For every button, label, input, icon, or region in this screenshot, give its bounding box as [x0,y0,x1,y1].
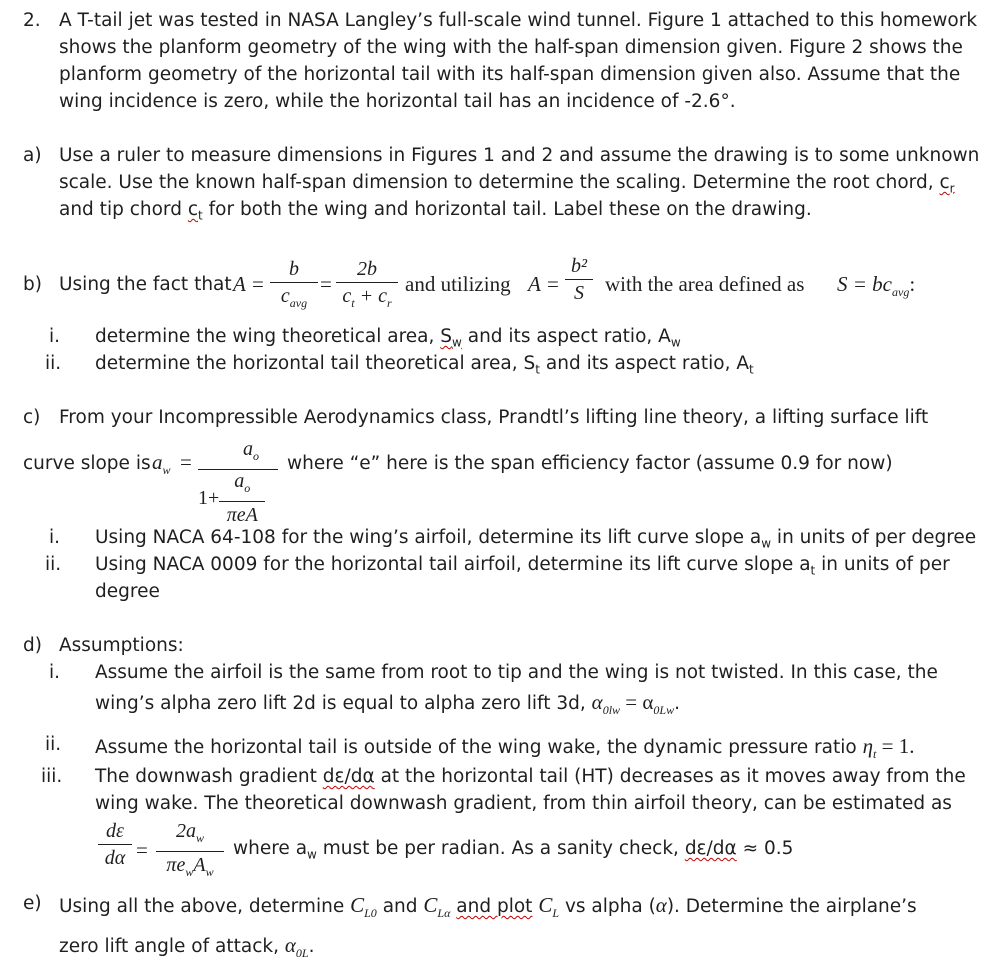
downwash-derivative: dε dα [98,820,132,869]
part-c-item-1-num: i. [49,527,61,548]
fraction-denominator: S [574,282,584,304]
part-b-tail: with the area defined as [605,272,805,296]
part-d-item-2: Assume the horizontal tail is outside of the wing wake, the dynamic pressure ratio $\eta_t = 1$. [95,734,915,762]
part-a-line-3-tail: for both the wing and horizontal tail. Label these on the drawing. [208,199,812,220]
problem-number: 2. [23,10,41,31]
part-d-item-3-line-2: wing wake. The theoretical downwash gradient, from thin airfoil theory, can be estimated as [95,793,952,814]
equals-sign-3: = [547,272,559,296]
part-c-item-2-cont: degree [95,581,160,602]
equals-sign-2: = [320,272,332,296]
alpha-zero-lift-equality: $\alpha_{0lw} = \alpha_{0Lw}$ [591,690,675,718]
inner-fraction: $\frac{a_o}{\text{πeA}}$ [219,470,265,526]
part-c-trail: where “e” here is the span efficiency factor (assume 0.9 for now) [287,453,893,474]
problem-line-2: shows the planform geometry of the wing with the half-span dimension given. Figure 2 shows the [59,37,963,58]
part-e-label: e) [23,893,42,914]
fraction-numerator: b [289,258,299,280]
tip-chord-symbol: $c_t$ [187,199,203,223]
part-d-label: d) [23,635,42,656]
part-d-item-2-num: ii. [45,734,62,755]
part-b-item-1: determine the wing theoretical area, $S_w$ and its aspect ratio, $A_w$ [95,326,681,350]
part-d-item-3-line-1: The downwash gradient dε/dα at the horizontal tail (HT) decreases as it moves away from the [95,766,966,787]
equals-sign-d: = [136,838,148,862]
part-c-item-2: Using NACA 0009 for the horizontal tail airfoil, determine its lift curve slope $a_t$ in units of per [95,554,950,578]
downwash-formula: $2a_w$ $\pi e_wA_w$ [156,820,224,883]
part-a-line-2 [59,172,955,196]
part-e-line-1: Using all the above, determine $C_{L0}$ and $C_{L\alpha}$ and plot $C_L$ vs alpha (α). Determine the airplane’s [59,893,917,921]
fraction-denominator: $c_t + c_r$ [342,285,392,310]
problem-line-3: planform geometry of the horizontal tail with its half-span dimension given also. Assume that the [59,64,961,85]
fraction-denominator: $c_{avg}$ [280,285,308,310]
lift-slope-fraction [198,438,278,526]
part-d-item-1-num: i. [49,662,61,683]
part-c-item-2-num: ii. [45,554,62,575]
one-plus: 1+ [198,486,220,509]
part-e-line-2: zero lift angle of attack, $\alpha_{0L}$. [59,933,315,961]
lift-slope-symbol: $a_w$ [152,450,171,478]
problem-line-1: A T-tail jet was tested in NASA Langley’s full-scale wind tunnel. Figure 1 attached to this homework [59,10,978,31]
part-b-intro: Using the fact that [59,274,232,295]
part-c-line-1: From your Incompressible Aerodynamics class, Prandtl’s lifting line theory, a lifting surface lift [59,407,929,428]
fraction-b-over-cavg [270,258,318,314]
aspect-ratio-symbol: A [233,272,246,296]
part-a-line-1: Use a ruler to measure dimensions in Figures 1 and 2 and assume the drawing is to some unknown [59,145,980,166]
part-a-label: a) [23,145,42,166]
fraction-numerator: b² [571,255,587,277]
part-b-mid: and utilizing [405,272,511,296]
part-c-item-1: Using NACA 64-108 for the wing’s airfoil, determine its lift curve slope $a_w$ in units of per degree [95,527,977,551]
part-b-item-2: determine the horizontal tail theoretical area, $S_t$ and its aspect ratio, $A_t$ [95,353,754,377]
equals-sign-c: = [180,450,192,474]
fraction-numerator: $a_o$ [243,438,259,463]
part-a-line-3-text: and tip chord [59,199,182,220]
aspect-ratio-symbol-2: A [528,272,541,296]
equals-sign: = [252,272,264,296]
problem-line-4: wing incidence is zero, while the horizontal tail has an incidence of -2.6°. [59,91,736,112]
part-c-lead: curve slope is [23,453,151,474]
part-a-line-3 [59,199,812,223]
part-d-item-1-line-2: wing’s alpha zero lift 2d is equal to alpha zero lift 3d, $\alpha_{0lw} = \alpha_{0Lw}$. [95,690,680,718]
root-chord-symbol: $c_r$ [939,172,955,196]
part-b-label: b) [23,274,42,295]
fraction-2b-over-ct-cr [336,258,398,314]
part-d-item-3-num: iii. [41,766,63,787]
part-d-item-3-trail: where $a_w$ must be per radian. As a sanity check, dε/dα ≈ 0.5 [233,838,794,862]
part-c-label: c) [23,407,41,428]
area-definition: $S = bc_{avg}$: [837,272,916,300]
part-a-line-2-text: scale. Use the known half-span dimension to determine the scaling. Determine the root chord, [59,172,934,193]
part-d-title: Assumptions: [59,635,184,656]
part-b-item-2-num: ii. [45,353,62,374]
part-b-item-1-num: i. [49,326,61,347]
fraction-numerator: 2b [357,258,377,280]
fraction-b2-over-s [565,255,593,304]
part-d-item-1-line-1: Assume the airfoil is the same from root to tip and the wing is not twisted. In this case, the [95,662,938,683]
